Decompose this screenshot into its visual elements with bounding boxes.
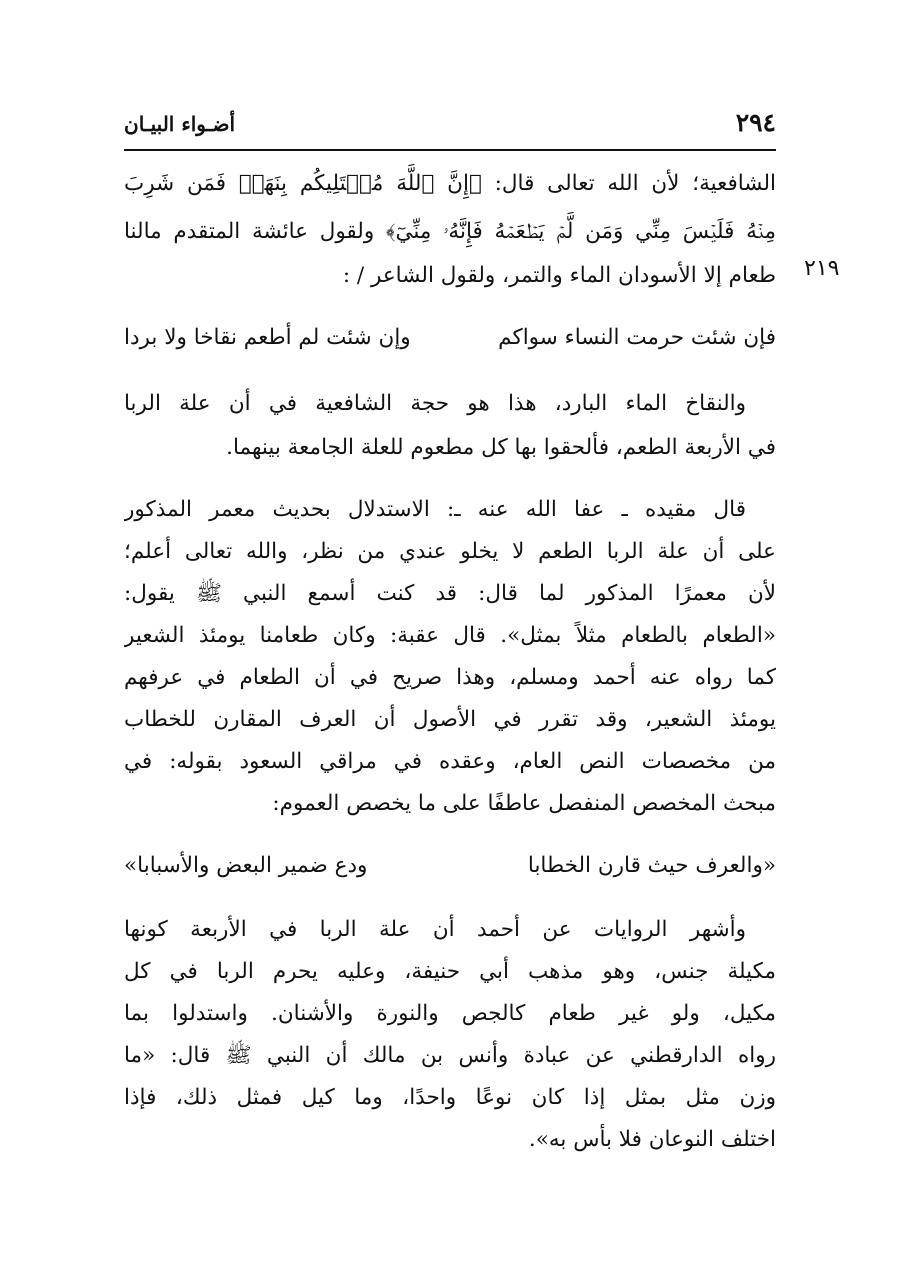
verse-line [124, 846, 776, 886]
text-line: كما رواه عنه أحمد ومسلم، وهذا صريح في أن الطعام في عرفهم [124, 665, 776, 690]
text-line: قال مقيده ـ عفا الله عنه ـ: الاستدلال بحديث معمر المذكور [124, 497, 746, 522]
running-title: أضـواء البيـان [124, 112, 236, 136]
text-line: وزن مثل بمثل إذا كان نوعًا واحدًا، وما كيل فمثل ذلك، فإذا [124, 1085, 776, 1110]
text-line: من مخصصات النص العام، وعقده في مراقي السعود بقوله: في [124, 749, 776, 774]
text-line: على أن علة الربا الطعم لا يخلو عندي من نظر، والله تعالى أعلم؛ [124, 539, 776, 564]
verse-line [124, 318, 776, 358]
page-number: ٢٩٤ [735, 108, 776, 137]
text-line: الشافعية؛ لأن الله تعالى قال: ﴿إِنَّ ٱللَّهَ مُبۡتَلِيكُم بِنَهَرٖ فَمَن شَرِبَ [124, 171, 776, 196]
header-rule [124, 149, 776, 151]
text-line: مكيل، ولو غير طعام كالجص والنورة والأشنان. واستدلوا بما [124, 1001, 776, 1026]
text-line: مكيلة جنس، وهو مذهب أبي حنيفة، وعليه يحرم الربا في كل [124, 959, 776, 984]
verse-second-hemistich: وإن شئت لم أطعم نقاخا ولا بردا [124, 325, 411, 350]
text-line: لأن معمرًا المذكور لما قال: قد كنت أسمع النبي ﷺ يقول: [124, 581, 776, 606]
text-line: رواه الدارقطني عن عبادة وأنس بن مالك أن النبي ﷺ قال: «ما [124, 1043, 776, 1068]
text-line: «الطعام بالطعام مثلاً بمثل». قال عقبة: وكان طعامنا يومئذ الشعير [124, 623, 776, 648]
page-body [124, 0, 776, 1271]
text-line: مِنۡهُ فَلَيۡسَ مِنِّي وَمَن لَّمۡ يَطۡعَمۡهُ فَإِنَّهُۥ مِنِّيٓ﴾ ولقول عائشة المتقدم مالنا [124, 219, 776, 244]
page-header [124, 108, 776, 148]
text-line: يومئذ الشعير، وقد تقرر في الأصول أن العرف المقارن للخطاب [124, 707, 776, 732]
text-line: اختلف النوعان فلا بأس به». [528, 1127, 776, 1152]
verse-first-hemistich: «والعرف حيث قارن الخطابا [527, 853, 776, 878]
margin-page-reference: ٢١٩ [804, 256, 840, 281]
text-line: مبحث المخصص المنفصل عاطفًا على ما يخصص العموم: [272, 791, 776, 816]
verse-second-hemistich: ودع ضمير البعض والأسبابا» [124, 853, 368, 878]
text-line: وأشهر الروايات عن أحمد أن علة الربا في الأربعة كونها [124, 917, 746, 942]
verse-first-hemistich: فإن شئت حرمت النساء سواكم [498, 325, 776, 350]
text-line: والنقاخ الماء البارد، هذا هو حجة الشافعية في أن علة الربا [124, 391, 746, 416]
text-line: طعام إلا الأسودان الماء والتمر، ولقول الشاعر / : [342, 263, 776, 288]
text-line: في الأربعة الطعم، فألحقوا بها كل مطعوم للعلة الجامعة بينهما. [226, 435, 776, 460]
